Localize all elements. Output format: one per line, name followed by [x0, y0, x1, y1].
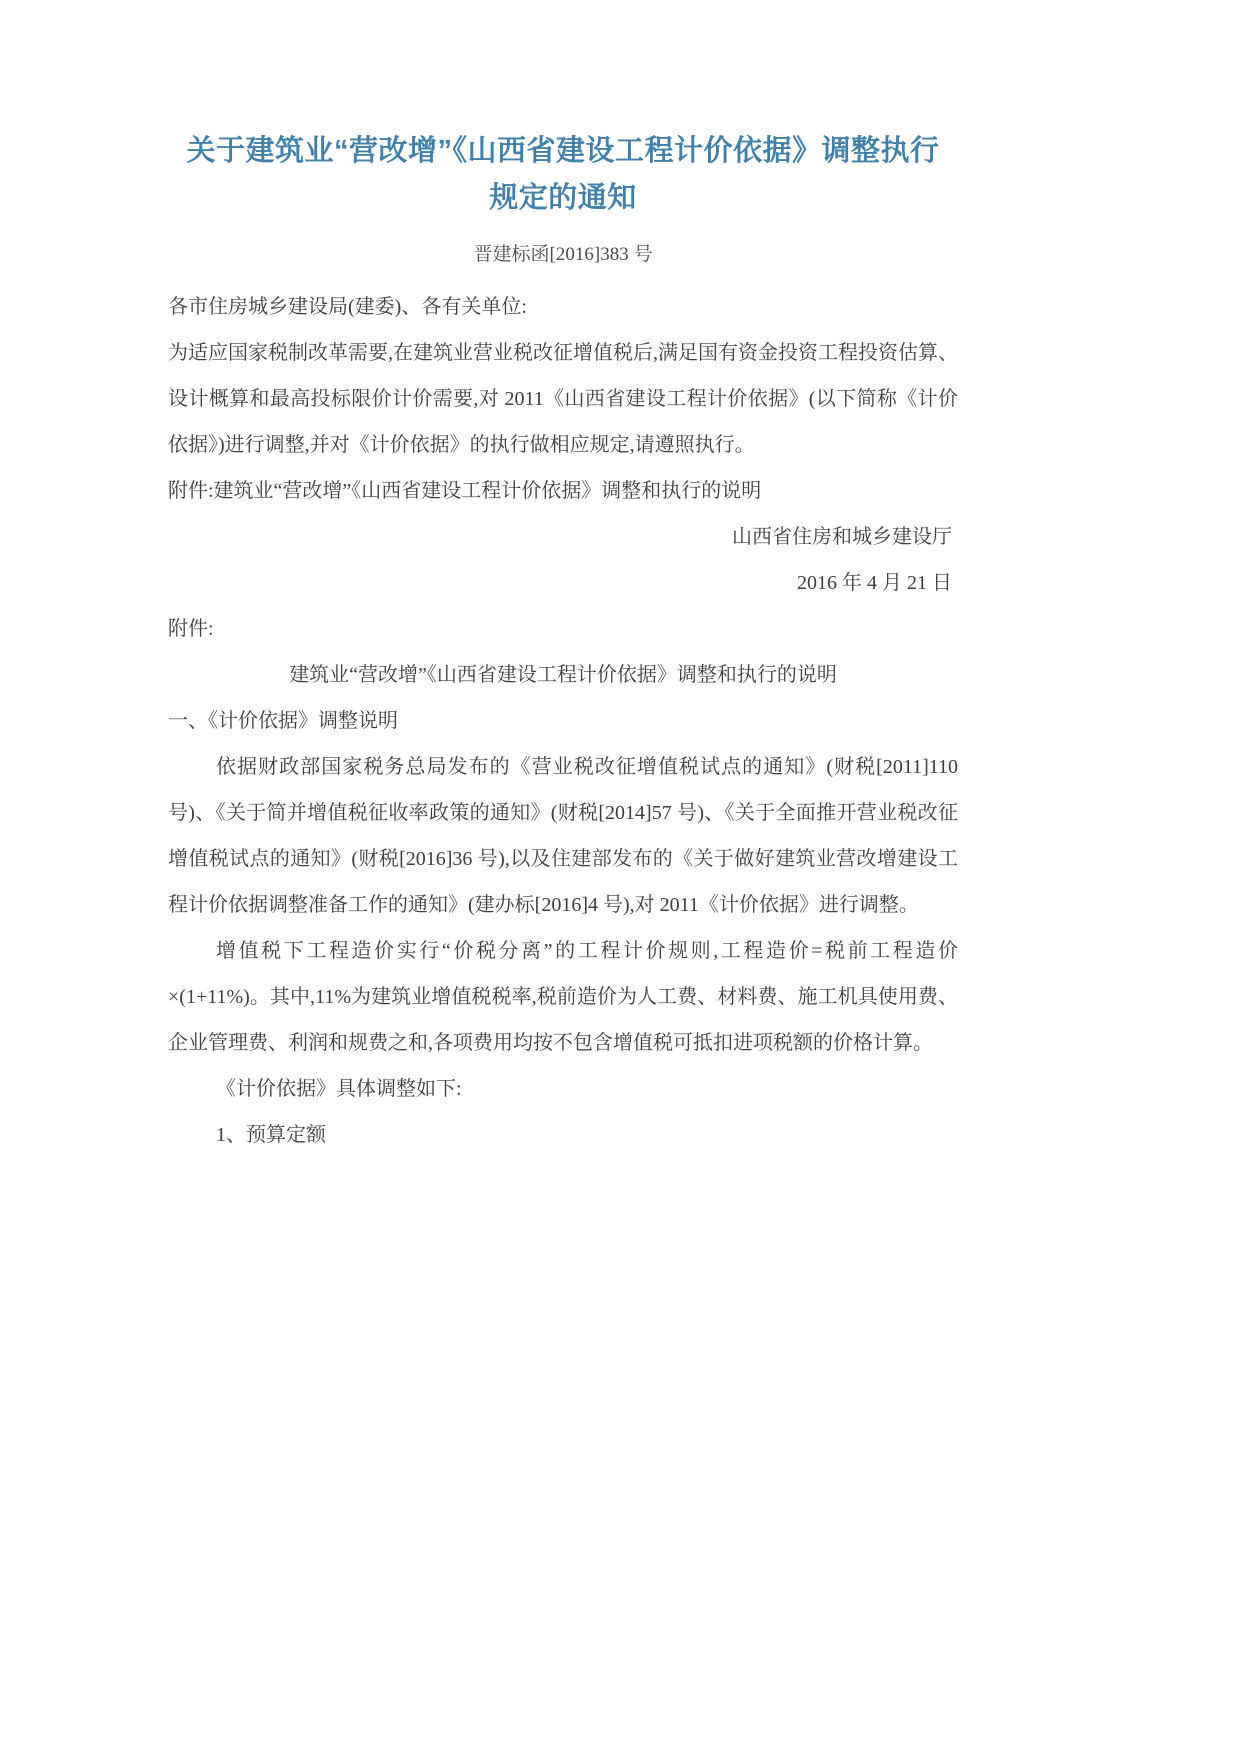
attachment-reference-line: 附件:建筑业“营改增”《山西省建设工程计价依据》调整和执行的说明	[168, 479, 762, 502]
document-content	[168, 128, 958, 1158]
opening-paragraph: 为适应国家税制改革需要,在建筑业营业税改征增值税后,满足国有资金投资工程投资估算、设计概算和最高投标限价计价需要,对 2011《山西省建设工程计价依据》(以下简称《计价依据》)进行调整,并对《计价依据》的执行做相应规定,请遵照执行。	[168, 341, 958, 456]
issue-date: 2016 年 4 月 21 日	[797, 571, 952, 594]
issuer-signature: 山西省住房和城乡建设厅	[732, 525, 952, 548]
attachment-title: 建筑业“营改增”《山西省建设工程计价依据》调整和执行的说明	[289, 663, 837, 686]
section-one-paragraph-1: 依据财政部国家税务总局发布的《营业税改征增值税试点的通知》(财税[2011]110 号)、《关于简并增值税征收率政策的通知》(财税[2014]57 号)、《关于全面推开营业税改征增值税试点的通知》(财税[2016]36 号),以及住建部发布的《关于做好建筑业营改增建设工程计价依据调整准备工作的通知》(建办标[2016]4 号),对 2011《计价依据》进行调整。	[168, 755, 958, 916]
section-one-paragraph-3: 《计价依据》具体调整如下:	[216, 1077, 462, 1100]
section-one-paragraph-2: 增值税下工程造价实行“价税分离”的工程计价规则,工程造价=税前工程造价×(1+11%)。其中,11%为建筑业增值税税率,税前造价为人工费、材料费、施工机具使用费、企业管理费、利润和规费之和,各项费用均按不包含增值税可抵扣进项税额的价格计算。	[168, 939, 958, 1054]
attachment-label: 附件:	[168, 617, 214, 640]
section-one-heading: 一、《计价依据》调整说明	[168, 709, 398, 732]
list-item-1: 1、预算定额	[216, 1123, 326, 1146]
recipient-line: 各市住房城乡建设局(建委)、各有关单位:	[168, 295, 527, 318]
document-number: 晋建标函[2016]383 号	[473, 243, 653, 265]
page-title: 关于建筑业“营改增”《山西省建设工程计价依据》调整执行规定的通知	[186, 135, 940, 214]
